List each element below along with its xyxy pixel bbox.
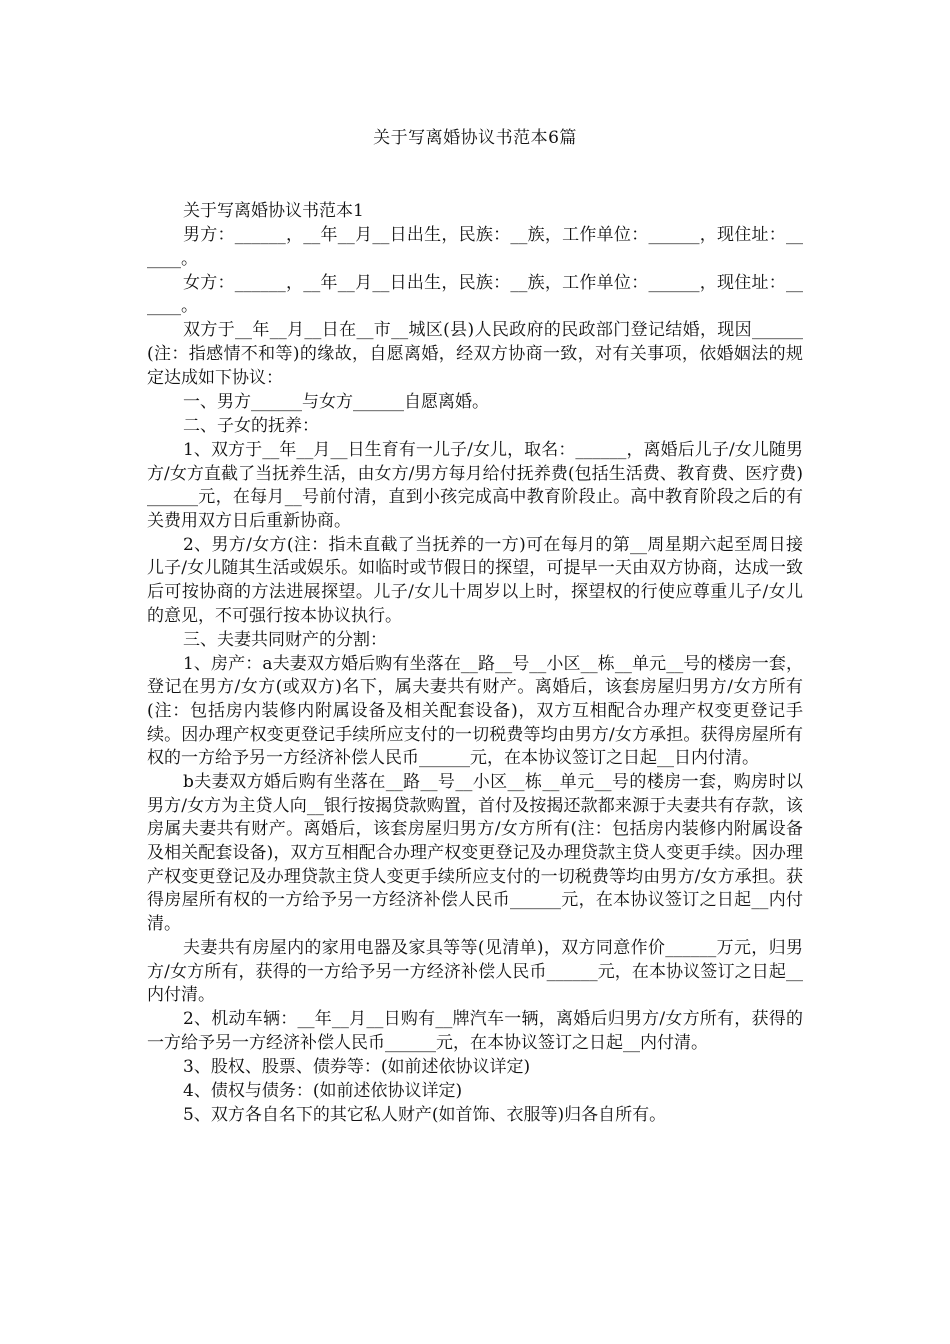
paragraph-wife-info: 女方：______，__年__月__日出生，民族：__族，工作单位：______，现住址：______。 — [147, 272, 803, 317]
paragraph-vehicle: 2、机动车辆：__年__月__日购有__牌汽车一辆，离婚后归男方/女方所有，获得的一方给予另一方经济补偿人民币______元，在本协议签订之日起__内付清。 — [147, 1009, 803, 1053]
paragraph-property-a: 1、房产：a夫妻双方婚后购有坐落在__路__号__小区__栋__单元__号的楼房一套，登记在男方/女方(或双方)名下，属夫妻共有财产。离婚后，该套房屋归男方/女方所有(注：包括房内装修内附属设备及相关配套设备)，双方互相配合办理产权变更登记手续。因办理产权变更登记手续所应支付的一切税费等均由男方/女方承担。获得房屋所有权的一方给予另一方经济补偿人民币______元，在本协议签订之日起__日内付清。 — [147, 653, 803, 769]
paragraph-debts: 4、债权与债务：(如前述依协议详定) — [183, 1080, 463, 1101]
document-body — [147, 200, 803, 1128]
section-subtitle: 关于写离婚协议书范本1 — [183, 201, 364, 221]
paragraph-clause-2-heading: 二、子女的抚养： — [183, 415, 319, 436]
paragraph-household-items: 夫妻共有房屋内的家用电器及家具等等(见清单)，双方同意作价______万元，归男方/女方所有，获得的一方给予另一方经济补偿人民币______元，在本协议签订之日起__内付清。 — [147, 937, 803, 1006]
paragraph-property-b: b夫妻双方婚后购有坐落在__路__号__小区__栋__单元__号的楼房一套，购房时以男方/女方为主贷人向__银行按揭贷款购置，首付及按揭还款都来源于夫妻共有存款，该房属夫妻共有财产。离婚后，该套房屋归男方/女方所有(注：包括房内装修内附属设备及相关配套设备)，双方互相配合办理产权变更登记及办理贷款主贷人变更手续。因办理产权变更登记及办理贷款主贷人变更手续所应支付的一切税费等均由男方/女方承担。获得房屋所有权的一方给予另一方经济补偿人民币______元，在本协议签订之日起__内付清。 — [147, 772, 803, 934]
paragraph-preamble: 双方于__年__月__日在__市__城区(县)人民政府的民政部门登记结婚，现因______(注：指感情不和等)的缘故，自愿离婚，经双方协商一致，对有关事项，依婚姻法的规定达成如下协议： — [147, 320, 803, 388]
paragraph-child-support: 1、双方于__年__月__日生育有一儿子/女儿，取名：______，离婚后儿子/女儿随男方/女方直截了当抚养生活，由女方/男方每月给付抚养费(包括生活费、教育费、医疗费)______元，在每月__号前付清，直到小孩完成高中教育阶段止。高中教育阶段之后的有关费用双方日后重新协商。 — [147, 439, 803, 531]
paragraph-clause-3-heading: 三、夫妻共同财产的分割： — [183, 629, 387, 650]
paragraph-personal-property: 5、双方各自名下的其它私人财产(如首饰、衣服等)归各自所有。 — [183, 1105, 667, 1126]
paragraph-husband-info: 男方：______，__年__月__日出生，民族：__族，工作单位：______，现住址：______。 — [147, 225, 803, 269]
paragraph-visitation: 2、男方/女方(注：指未直截了当抚养的一方)可在每月的第__周星期六起至周日接儿子/女儿随其生活或娱乐。如临时或节假日的探望，可提早一天由双方协商，达成一致后可按协商的方法进展探望。儿子/女儿十周岁以上时，探望权的行使应尊重儿子/女儿的意见，不可强行按本协议执行。 — [147, 534, 803, 626]
document-title: 关于写离婚协议书范本6篇 — [373, 128, 577, 148]
paragraph-stocks: 3、股权、股票、债券等：(如前述依协议详定) — [183, 1056, 531, 1077]
paragraph-clause-1: 一、男方______与女方______自愿离婚。 — [183, 391, 489, 412]
